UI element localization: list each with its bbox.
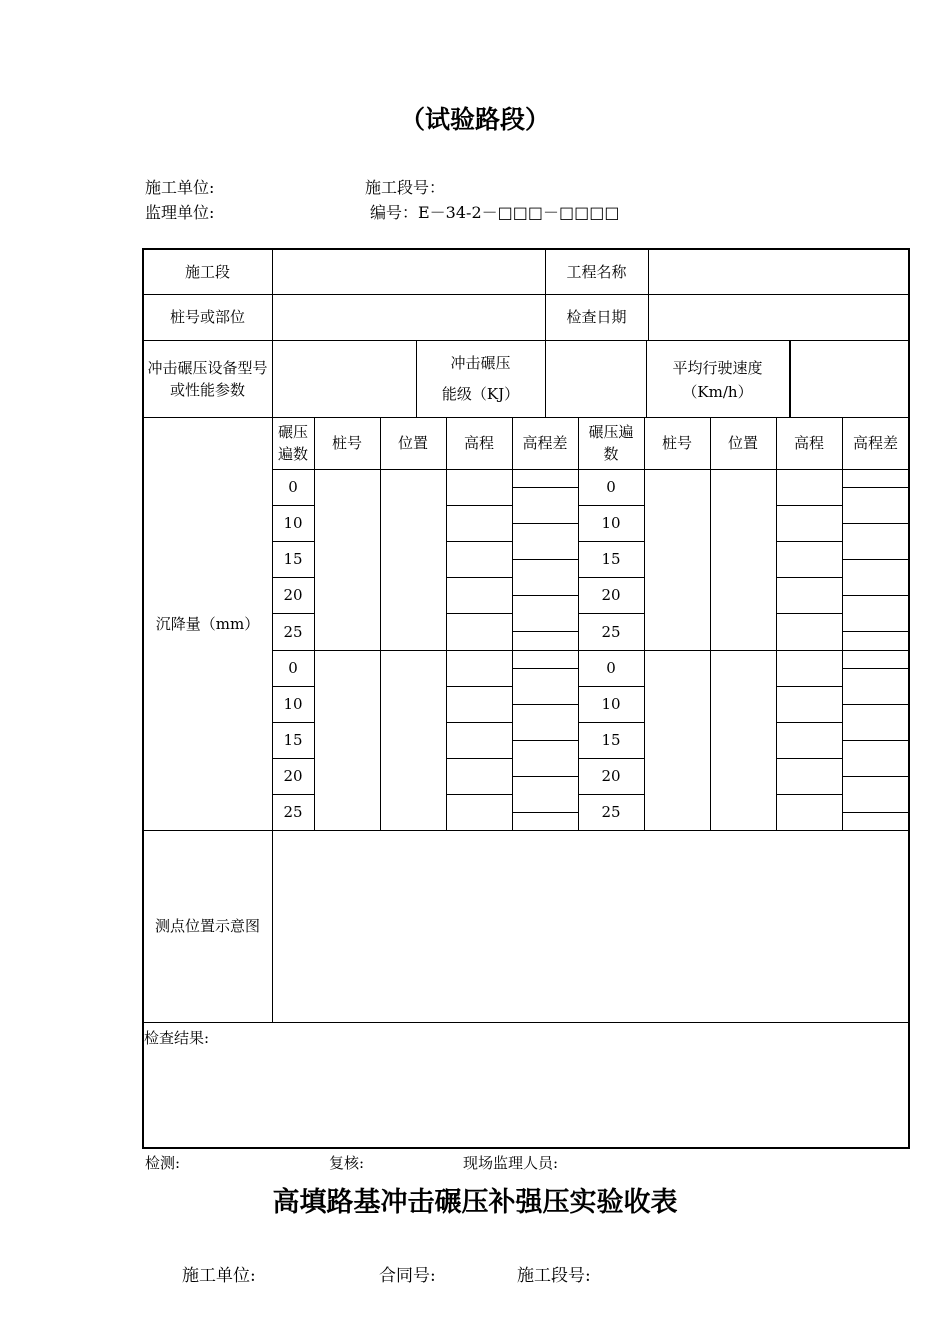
pass-value: 0 xyxy=(606,659,616,677)
pass-value: 20 xyxy=(283,586,303,604)
pass-value: 20 xyxy=(283,767,303,785)
pass-value: 10 xyxy=(283,695,303,713)
pass-value: 0 xyxy=(288,478,298,496)
inspect-label: 检测: xyxy=(145,1154,181,1172)
pass-value: 0 xyxy=(288,659,298,677)
construction-section-label: 施工段 xyxy=(184,262,230,281)
pass-value: 20 xyxy=(601,767,621,785)
pile-or-part-label: 桩号或部位 xyxy=(169,308,245,326)
settlement-label: 沉降量（mm） xyxy=(155,614,260,633)
section-no-label-2: 施工段号: xyxy=(517,1266,591,1286)
pass-value: 10 xyxy=(283,514,303,532)
speed-label: 平均行驶速度 （Km/h） xyxy=(672,359,763,401)
pass-value: 20 xyxy=(601,586,621,604)
pass-value: 0 xyxy=(606,478,616,496)
pass-value: 15 xyxy=(283,550,303,568)
equipment-label: 冲击碾压设备型号或性能参数 xyxy=(147,358,268,399)
construction-unit-label: 施工单位: xyxy=(145,178,215,197)
diagram-label: 测点位置示意图 xyxy=(154,917,260,935)
form-code: 编号：E－34-2－□□□－□□□□ xyxy=(370,203,620,222)
pass-value: 10 xyxy=(601,514,621,532)
col-position-right: 位置 xyxy=(727,434,758,452)
col-elevation-left: 高程 xyxy=(463,434,494,452)
supervision-unit-label: 监理单位: xyxy=(145,203,215,222)
check-date-label: 检查日期 xyxy=(566,308,627,326)
pass-value: 25 xyxy=(283,803,303,821)
pass-value: 25 xyxy=(601,803,621,821)
pass-value: 15 xyxy=(601,731,621,749)
second-form-title: 高填路基冲击碾压补强压实验收表 xyxy=(272,1187,678,1218)
col-elevation-right: 高程 xyxy=(793,434,824,452)
pass-value: 25 xyxy=(283,622,303,641)
col-passes-right: 碾压遍数 xyxy=(588,423,634,463)
col-pile-left: 桩号 xyxy=(331,434,362,452)
project-name-label: 工程名称 xyxy=(566,262,627,281)
review-label: 复核: xyxy=(329,1154,365,1172)
energy-label: 冲击碾压 能级（KJ） xyxy=(441,354,520,403)
col-position-left: 位置 xyxy=(397,434,428,452)
col-pile-right: 桩号 xyxy=(661,434,692,452)
section-no-label: 施工段号： xyxy=(365,178,446,197)
supervisor-label: 现场监理人员: xyxy=(463,1154,559,1172)
pass-value: 15 xyxy=(283,731,303,749)
result-label: 检查结果: xyxy=(144,1029,210,1047)
page-title: （试验路段） xyxy=(399,105,550,134)
pass-value: 25 xyxy=(601,622,621,641)
contract-no-label: 合同号: xyxy=(379,1266,436,1286)
col-elevation-diff-right: 高程差 xyxy=(852,434,898,452)
pass-value: 15 xyxy=(601,550,621,568)
col-passes-left: 碾压遍数 xyxy=(277,423,308,463)
col-elevation-diff-left: 高程差 xyxy=(522,434,568,452)
pass-value: 10 xyxy=(601,695,621,713)
construction-unit-label-2: 施工单位: xyxy=(182,1266,256,1286)
